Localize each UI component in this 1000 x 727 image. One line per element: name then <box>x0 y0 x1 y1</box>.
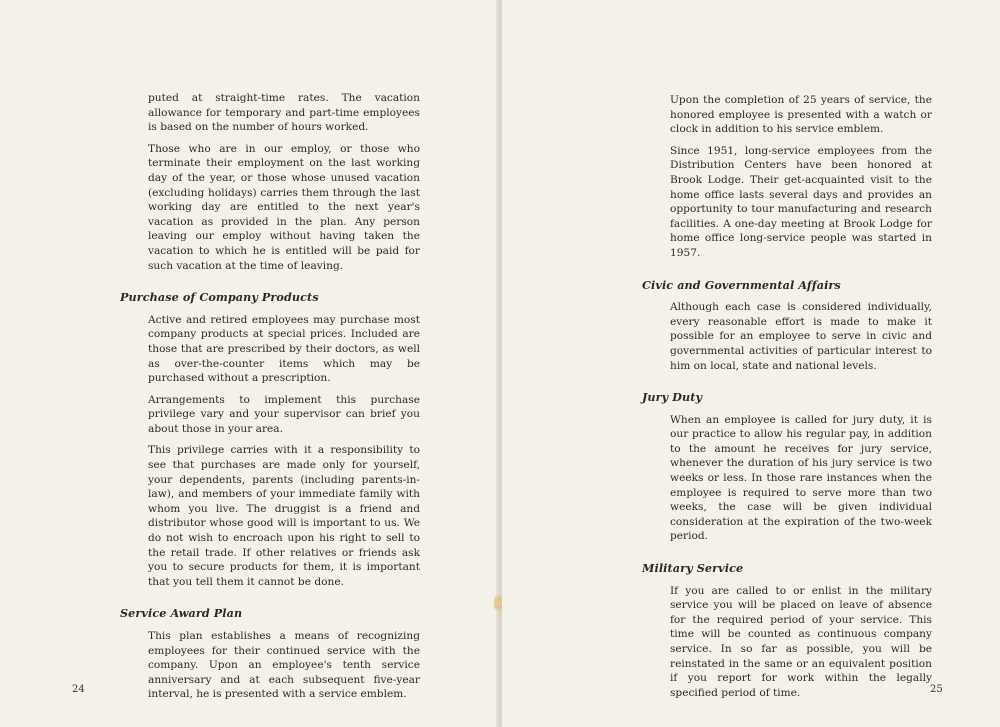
right-page-text <box>642 93 932 707</box>
left-page-text <box>120 91 420 709</box>
section-heading-service-award: Service Award Plan <box>120 606 243 621</box>
paragraph: If you are called to or enlist in the military service you will be placed on leave of absence for the required period of your service. This time will be counted as continuous company service. In so far as possible, you will be reinstated in the same or an equivalent position if you report for work within the legally specified period of time. <box>670 584 932 699</box>
section-heading-military: Military Service <box>642 561 744 576</box>
section-heading-civic: Civic and Governmental Affairs <box>642 277 841 292</box>
paragraph: This plan establishes a means of recognizing employees for their continued service with the company. Upon an employee's tenth service anniversary and at each subsequent five-year interval, he is presented with a service emblem. <box>148 630 420 701</box>
right-page <box>502 0 1000 727</box>
page-number-left: 24 <box>72 684 85 695</box>
paragraph: Active and retired employees may purchase most company products at special prices. Included are those that are prescribed by their doctors, as well as over-the-counter items which may be purchased without a prescription. <box>148 313 420 385</box>
paragraph: Those who are in our employ, or those who terminate their employment on the last working day of the year, or those whose unused vacation (excluding holidays) carries them through the last working day are entitled to the next year's vacation as provided in the plan. Any person leaving our employ without having taken the vacation to which he is entitled will be paid for such vacation at the time of leaving. <box>148 142 420 272</box>
paragraph: Arrangements to implement this purchase privilege vary and your supervisor can brief you about those in your area. <box>148 393 420 435</box>
paragraph: When an employee is called for jury duty, it is our practice to allow his regular pay, in addition to the amount he receives for jury service, whenever the duration of his jury service is two weeks or less. In those rare instances when the employee is required to serve more than two weeks, the case will be given individual consideration at the expiration of the two-week period. <box>670 413 932 543</box>
paragraph: This privilege carries with it a responsibility to see that purchases are made only for yourself, your dependents, parents (including parents-in-law), and members of your immediate family with whom you live. The druggist is a friend and distributor whose good will is important to us. We do not wish to encroach upon his right to sell to the retail trade. If other relatives or friends ask you to secure products for them, it is important that you tell them it cannot be done. <box>148 444 420 588</box>
section-heading-jury-duty: Jury Duty <box>642 390 703 405</box>
paragraph: Since 1951, long-service employees from the Distribution Centers have been honored at Brook Lodge. Their get-acquainted visit to the home office lasts several days and provides an opportunity to tour manufacturing and research facilities. A one-day meeting at Brook Lodge for home office long-service people was started in 1957. <box>670 144 932 259</box>
section-heading-purchase: Purchase of Company Products <box>120 290 319 305</box>
paragraph: Upon the completion of 25 years of service, the honored employee is presented with a watch or clock in addition to his service emblem. <box>670 94 932 136</box>
paragraph: puted at straight-time rates. The vacation allowance for temporary and part-time employees is based on the number of hours worked. <box>148 92 420 134</box>
left-page <box>0 0 498 727</box>
page-number-right: 25 <box>930 684 943 695</box>
paragraph: Although each case is considered individually, every reasonable effort is made to make it possible for an employee to serve in civic and governmental activities of particular interest to him on local, state and national levels. <box>670 301 932 372</box>
